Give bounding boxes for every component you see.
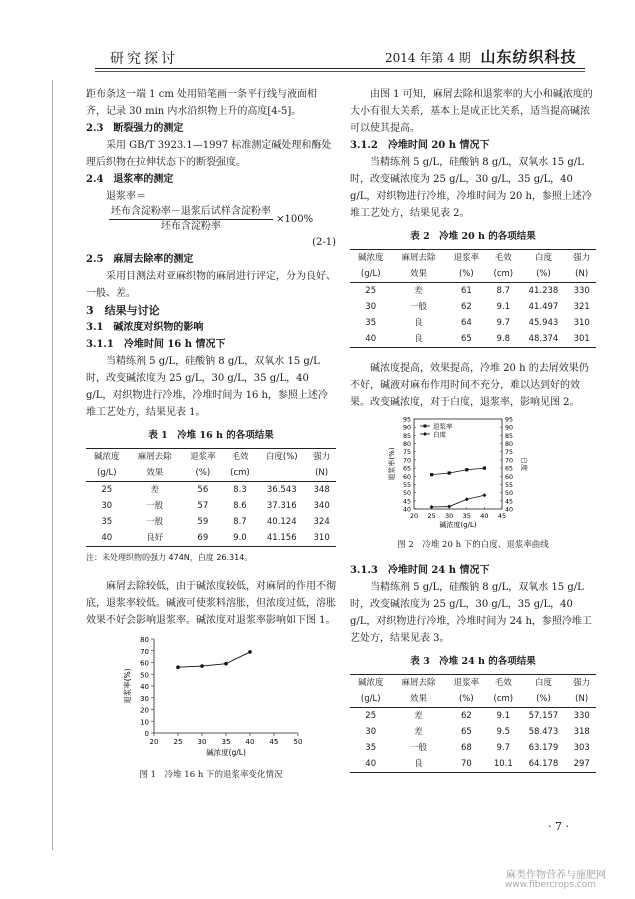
y2-tick-label: 60 [505,473,514,481]
table-cell: 25 [365,711,377,721]
x-axis-label: 碱浓度(g/L) [206,748,246,757]
table-cell: 9.5 [496,727,511,737]
table3-caption: 表 3 冷堆 24 h 的各项结果 [410,656,536,667]
y2-axis-label: 白度 [520,457,528,471]
watermark-url: www.fibercrops.com [505,880,596,890]
figure2-caption: 图 2 冷堆 20 h 下的白度、退浆率曲线 [397,540,549,550]
table-cell: 良 [414,318,423,328]
y-tick-label: 85 [402,432,411,440]
y-tick-label: 60 [402,473,411,481]
table-header-row [350,266,596,283]
table-header-cell: 强力 [307,449,336,466]
table-header-cell: 碱浓度 [86,449,128,466]
table-header-cell: 强力 [567,250,596,267]
table-cell: 一般 [410,743,428,753]
figure1-chart [86,629,336,759]
table-header-cell: 毛效 [224,449,257,466]
x-tick-label: 35 [221,738,231,746]
formula-numerator: 坯布含淀粉率－退浆后试样含淀粉率 [109,205,273,220]
legend-label: 退浆率 [433,422,453,431]
y-tick-label: 40 [402,506,411,514]
table-cell: 35 [365,318,377,328]
table-header-cell: 强力 [567,675,596,692]
y-tick-label: 70 [402,457,411,465]
data-point [430,505,434,509]
series-line [178,652,250,667]
table-cell: 41.156 [256,530,307,547]
journal-title: 山东纺织科技 [480,48,577,66]
table-header-cell: 退浆率 [182,449,224,466]
table-cell: 321 [573,302,590,312]
table-cell: 一般 [146,501,164,511]
table-cell: 41.497 [528,302,559,312]
page-number: · 7 · [548,820,569,833]
table-cell: 8.7 [233,517,247,527]
paragraph: 采用 GB/T 3923.1—1997 标准测定碱处理和酶处理后织物在拉伸状态下的断裂强度。 [86,140,332,168]
formula-fraction [109,205,273,234]
table-cell: 40.124 [266,517,297,527]
y-tick-label: 0 [144,730,149,738]
table-cell: 58.473 [528,727,559,737]
x-tick-label: 25 [173,738,183,746]
paragraph: 当精练剂 5 g/L，硅酸钠 8 g/L，双氧水 15 g/L 时，改变碱浓度为 25 g/L，30 g/L，35 g/L，40 g/L，对织物进行冷堆，冷堆时间为 16 h，参照上述冷堆工艺处方，结果见表 1。 [86,356,328,418]
right-column [350,86,596,773]
table-header-cell: 毛效 [487,675,520,692]
table-header-cell: (%) [182,465,224,482]
y-tick-label: 20 [140,706,149,715]
data-point [483,466,486,469]
section-heading-3: 3 结果与讨论 [86,304,160,317]
table1 [86,448,336,547]
table-header-cell: 白度 [520,675,568,692]
table-cell: 8.7 [496,286,511,296]
y2-tick-label: 50 [505,490,514,498]
header-rule-thin [95,71,585,72]
table-cell: 62 [460,302,472,312]
table-header-cell: 效果 [128,465,182,482]
data-point [248,650,252,654]
table-cell: 59 [197,517,209,527]
table-cell: 61 [460,286,472,296]
table-cell: 318 [573,727,590,737]
table-cell: 差 [150,485,160,495]
paragraph: 距布条这一端 1 cm 处用铅笔画一条平行线与液面相齐，记录 30 min 内水沿织物上升的高度[4-5]。 [86,89,317,117]
table-header-cell: 麻屑去除 [391,250,445,267]
paragraph: 由图 1 可知，麻屑去除和退浆率的大小和碱浓度的大小有很大关系，基本上是成正比关系，适当提高碱浓可以使其提高。 [350,89,593,134]
table-cell: 30 [365,302,377,312]
x-tick-label: 50 [293,738,303,746]
table-cell: 64.178 [520,756,568,773]
y-tick-label: 10 [140,718,149,727]
table-cell: 良 [391,331,445,348]
y2-tick-label: 85 [505,432,514,440]
data-point [465,497,469,501]
figure2-chart [350,411,596,529]
y-axis-label: 退浆率(%) [388,447,396,481]
data-point [430,473,433,476]
y-tick-label: 50 [140,671,149,680]
table2-caption: 表 2 冷堆 20 h 的各项结果 [410,231,536,242]
table-cell: 40 [350,331,391,348]
table-cell: 40 [350,756,391,773]
table-header-cell: 麻屑去除 [391,675,445,692]
table-header-cell: 碱浓度 [350,675,391,692]
paragraph: 当精练剂 5 g/L，硅酸钠 8 g/L，双氧水 15 g/L 时，改变碱浓度为 25 g/L，30 g/L，35 g/L，40 g/L，对织物进行冷堆，冷堆时间为 24 h，参照冷堆工艺处方，结果见表 3。 [350,582,592,644]
table-row [350,315,596,331]
y-tick-label: 55 [402,481,411,489]
table-row [86,482,336,499]
data-point [224,662,228,666]
table-header-cell: 效果 [391,691,445,708]
legend-marker [423,432,427,436]
section-heading-3-1-3: 3.1.3 冷堆时间 24 h 情况下 [350,565,490,576]
paragraph: 碱浓度提高，效果提高，冷堆 20 h 的去屑效果仍不好，碱液对麻布作用时间不充分，难以达到好的效果。改变碱浓度，对于白度，退浆率，影响见图 2。 [350,363,589,408]
figure1-caption: 图 1 冷堆 16 h 下的退浆率变化情况 [139,770,283,780]
table3 [350,674,596,773]
table-row [86,530,336,547]
table-header-cell: 毛效 [487,250,520,267]
table-cell: 9.0 [224,530,257,547]
y-tick-label: 95 [402,416,411,424]
table-cell: 35 [101,517,113,527]
table-cell: 64 [460,318,472,328]
y-axis-label: 退浆率(%) [123,668,132,704]
table-cell: 62 [460,711,472,721]
section-heading-2-3: 2.3 断裂强力的测定 [86,123,184,134]
legend-marker [424,425,427,428]
table-header-cell: (%) [520,691,568,708]
table-cell: 良好 [128,530,182,547]
table-cell: 25 [101,485,113,495]
y-tick-label: 75 [402,449,411,457]
table-header-cell: 麻屑去除 [128,449,182,466]
y2-tick-label: 75 [505,449,514,457]
paragraph: 麻屑去除较低，由于碱浓度较低，对麻屑的作用不彻底，退浆率较低。碱液可使浆料溶胀，但浓度过低，溶胀效果不好会影响退浆率。碱浓度对退浆率影响如下图 1。 [86,581,336,626]
table-cell: 9.8 [487,331,520,348]
y2-tick-label: 95 [505,416,514,424]
table-cell: 348 [313,485,330,495]
table-header-row [350,675,596,692]
x-tick-label: 30 [197,738,207,746]
y-tick-label: 80 [140,636,149,644]
y-tick-label: 30 [140,694,149,703]
table-row [350,756,596,773]
table-cell: 8.6 [233,501,247,511]
y2-tick-label: 90 [505,424,514,432]
table-header-cell: (g/L) [350,691,391,708]
issue-label: 2014 年第 4 期 [385,51,471,65]
x-tick-label: 40 [480,512,489,520]
table-cell: 340 [313,501,330,511]
series-line [432,468,485,475]
table-cell: 41.238 [528,286,559,296]
table-cell: 一般 [410,302,428,312]
table-header-cell: 退浆率 [446,675,487,692]
y-tick-label: 70 [140,647,149,656]
table-header-cell: (cm) [487,266,520,283]
table-cell: 8.3 [233,485,247,495]
table-cell: 9.7 [496,318,511,328]
section-heading-3-1-2: 3.1.2 冷堆时间 20 h 情况下 [350,140,490,151]
table-cell: 45.943 [528,318,559,328]
table-cell: 57 [197,501,209,511]
y-tick-label: 50 [402,490,411,498]
data-point [200,664,204,668]
table-cell: 301 [567,331,596,348]
y-tick-label: 45 [402,498,411,506]
table-cell: 56 [197,485,209,495]
y2-tick-label: 55 [505,481,514,489]
paragraph: 当精练剂 5 g/L，硅酸钠 8 g/L，双氧水 15 g/L 时，改变碱浓度为 25 g/L，30 g/L，35 g/L，40 g/L，对织物进行冷堆，冷堆时间为 20 h，参照上述冷堆工艺处方，结果见表 2。 [350,157,592,219]
legend-label: 白度 [433,430,446,439]
table-cell: 差 [414,711,423,721]
table-header-cell: (%) [520,266,568,283]
table-row [350,299,596,315]
table-header-row [350,250,596,267]
left-column [86,86,336,784]
y-tick-label: 65 [402,465,411,473]
table-cell: 9.1 [496,711,511,721]
table-cell: 69 [182,530,224,547]
table-header-cell: (cm) [224,465,257,482]
margin-line [52,80,53,850]
x-tick-label: 20 [149,738,159,746]
table-cell: 310 [573,318,590,328]
table-cell: 330 [573,286,590,296]
y2-tick-label: 45 [505,498,514,506]
table-header-cell: (N) [307,465,336,482]
table-cell: 10.1 [487,756,520,773]
table-cell: 37.316 [266,501,297,511]
table-row [350,331,596,348]
data-point [465,468,468,471]
table-header-row [86,449,336,466]
y2-tick-label: 40 [505,506,514,514]
table-row [350,740,596,756]
data-point [176,665,180,669]
y-tick-label: 80 [402,441,411,449]
x-tick-label: 45 [269,738,279,746]
x-tick-label: 35 [462,512,471,520]
table-cell: 297 [567,756,596,773]
table-row [350,708,596,725]
x-tick-label: 40 [245,738,255,746]
formula-desizing-rate [86,205,336,234]
table-header-cell [256,465,307,482]
section-heading-3-1-1: 3.1.1 冷堆时间 16 h 情况下 [86,339,226,350]
table-header-cell: 效果 [391,266,445,283]
x-axis-label: 碱浓度(g/L) [439,521,477,529]
section-heading-2-5: 2.5 麻屑去除率的测定 [86,254,194,265]
table-cell: 65 [446,331,487,348]
table-cell: 65 [460,727,472,737]
table-cell: 68 [460,743,472,753]
table-cell: 303 [573,743,590,753]
table-cell: 9.7 [496,743,511,753]
y2-tick-label: 65 [505,465,514,473]
section-heading-2-4: 2.4 退浆率的测定 [86,174,174,185]
table-header-cell: (cm) [487,691,520,708]
table-cell: 324 [313,517,330,527]
table-header-cell: (g/L) [86,465,128,482]
table-header-row [350,691,596,708]
journal-header [385,46,576,67]
data-point [448,471,451,474]
table-cell: 330 [573,711,590,721]
table-row [86,514,336,530]
table-cell: 36.543 [266,485,297,495]
table-cell: 35 [365,743,377,753]
y2-tick-label: 80 [505,441,514,449]
header-rule [95,68,585,69]
table-cell: 差 [414,286,423,296]
table-cell: 48.374 [520,331,568,348]
table-header-cell: (N) [567,266,596,283]
table-cell: 30 [365,727,377,737]
y-tick-label: 40 [140,683,149,691]
table1-caption: 表 1 冷堆 16 h 的各项结果 [148,430,274,441]
formula-multiplier: ×100% [276,214,314,225]
x-tick-label: 45 [497,512,507,520]
table-cell: 差 [414,727,423,737]
paragraph: 采用目测法对亚麻织物的麻屑进行评定，分为良好、一般、差。 [86,271,336,299]
table-header-cell: (%) [446,266,487,283]
equation-number: (2-1) [312,237,336,248]
table-header-row [86,465,336,482]
x-tick-label: 25 [427,512,436,520]
series-line [432,495,485,507]
table-header-cell: 退浆率 [446,250,487,267]
table-row [86,498,336,514]
table1-note: 注：未处理织物的强力 474N，白度 26.314。 [86,553,253,562]
table-header-cell: (N) [567,691,596,708]
formula-lhs: 退浆率＝ [106,191,146,202]
table-cell: 一般 [146,517,164,527]
data-point [447,505,451,509]
table-header-cell: 白度 [520,250,568,267]
y-tick-label: 90 [402,424,411,432]
y-tick-label: 60 [140,659,149,668]
plot-frame [414,419,502,509]
x-tick-label: 20 [409,512,419,520]
formula-denominator: 坯布含淀粉率 [160,221,221,232]
watermark-title: 麻类作物营养与施肥网 [506,870,606,881]
table-header-cell: (%) [446,691,487,708]
table2 [350,249,596,348]
table-cell: 310 [307,530,336,547]
table-cell: 57.157 [528,711,559,721]
table-row [350,724,596,740]
table-cell: 63.179 [528,743,559,753]
table-row [350,283,596,300]
table-cell: 70 [446,756,487,773]
table-cell: 9.1 [496,302,511,312]
table-cell: 良 [391,756,445,773]
table-cell: 40 [86,530,128,547]
y2-tick-label: 70 [505,457,514,465]
table-header-cell: 白度(%) [256,449,307,466]
table-cell: 30 [101,501,113,511]
table-cell: 25 [365,286,377,296]
x-tick-label: 30 [445,512,454,520]
section-label: 研究探讨 [110,51,178,67]
section-heading-3-1: 3.1 碱浓度对织物的影响 [86,322,204,333]
table-header-cell: 碱浓度 [350,250,391,267]
table-header-cell: (g/L) [350,266,391,283]
data-point [482,493,486,497]
